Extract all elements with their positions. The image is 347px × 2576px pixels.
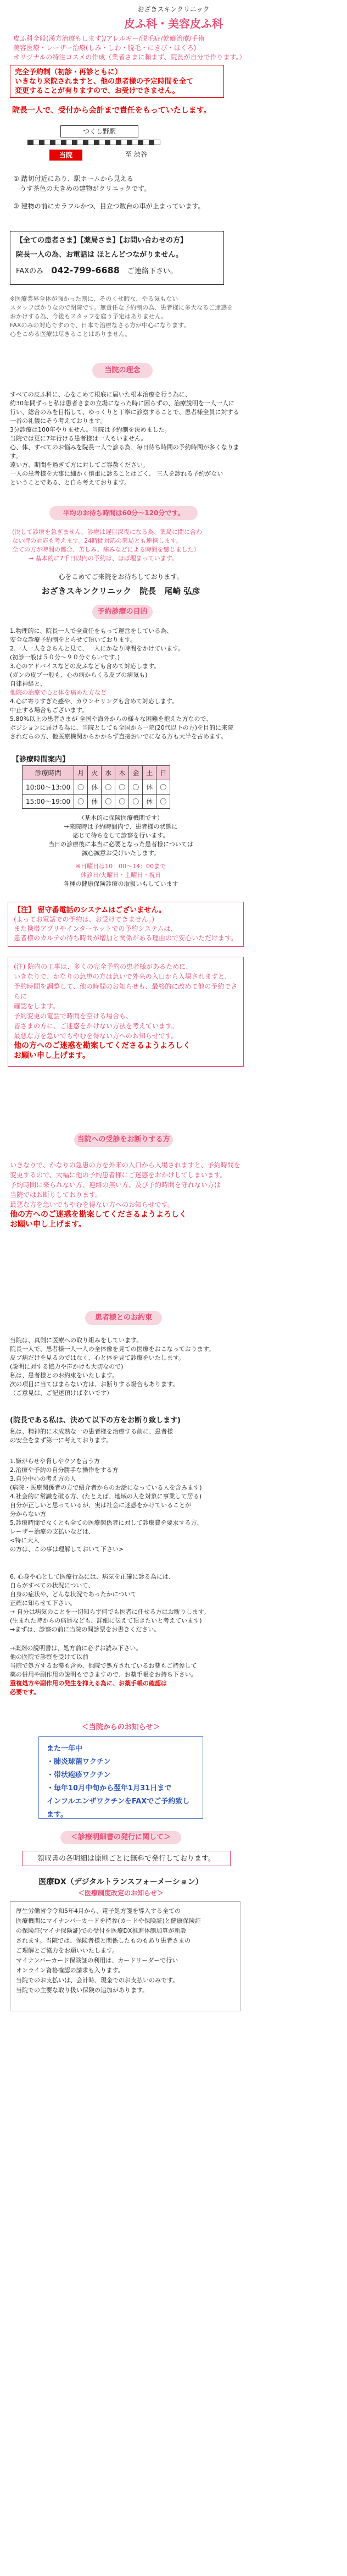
hours-header-cell: 診療時間 (23, 766, 74, 780)
numbered-intro-2: の安全をまず第一に考えております。 (10, 1437, 113, 1444)
num-6: 自分が正しいと思っているが、実は社会に迷惑をかけていることが (10, 1502, 191, 1509)
end-1: 6. 心身や心として医療行為には、病気を正確に診る為には、 (10, 1573, 175, 1580)
small-note-3: おかけする為、今後もスタッフを雇う予定はありません。 (10, 313, 167, 320)
phil-5: 3分診療は100年やりません。当院は予約制を決めました。 (10, 426, 171, 433)
hours-note-5: 誠心誠意お受けいたします。 (81, 850, 160, 857)
station-label: つくし野駅 (60, 125, 138, 137)
num-5: 4.社会的に常識を破る方、(たとえば、地域の人を対象に事業して居る) (10, 1493, 202, 1500)
philosophy-button[interactable]: 当院の理念 (92, 363, 153, 378)
direction-2: うす茶色の大きめの建物がクリニックです。 (20, 185, 151, 192)
late-7: 最悪な方を急いでもやむを得ない方へのお知らせです。 (14, 1032, 178, 1040)
res-6: (ガンの皮ブ一般も、心の病からくる皮ブの病気も) (10, 671, 148, 679)
late-8: 他の方へのご迷惑を勘案してくださるようよろしく (14, 1041, 191, 1050)
num-4: (病院・医療関係者の方で紹介者からのお話になっている人を含みます) (10, 1484, 202, 1491)
hours-cell: 〇 (74, 780, 88, 795)
signature: おざきスキンクリニック 院長 尾崎 弘彦 (41, 586, 200, 596)
late-1: (注) 院内の工事は、多くの完全予約の患者様があるために、 (14, 963, 193, 970)
hours-cell: 〇 (102, 780, 115, 795)
refusal-7: お願い申し上げます。 (10, 1220, 86, 1229)
dx-8: 当院でのお支払いは、会計時、現金でのお支払いのみです。 (16, 1977, 179, 1984)
hours-table (22, 765, 170, 809)
end-4: 正確に知らせて下さい。 (10, 1599, 76, 1607)
num-3: 3.自分中心の考え方の人 (10, 1475, 76, 1482)
map (27, 123, 170, 167)
hours-cell: 〇 (156, 795, 170, 809)
waiting-line-1: (決して診療を急ぎません。診療は遅目深夜になる為、薬局に間に合わ (12, 528, 202, 536)
vaccine-box (38, 1736, 203, 1819)
phil-6: 当院では更に7年行ける患者様は一人もいません。 (10, 435, 147, 442)
num-9: レーザー治療の支払いなどは、 (10, 1528, 94, 1535)
direction-3: ② 建物の前にカラフルかつ、目立つ数台の車が止まっています。 (13, 202, 205, 210)
late-2: いきなりで、かなりの急患の方は急いで外来の入口から入場されますと、 (14, 973, 231, 980)
hours-cell: 休 (143, 795, 156, 809)
small-note-2: スタッフばかりなので閉院です。無責任な予約制の為、患者様に多大なるご迷惑を (10, 304, 233, 311)
late-6: 皆さまの方に、ご迷惑をかけない方法を考えています。 (14, 1022, 178, 1030)
res-9: 4.心に寄りすぎた感や、カウンセリングも含めて対応します。 (10, 698, 178, 705)
hours-note-8: 各種の健康保険診療の取扱いもしています (63, 880, 178, 887)
res-7: 自律神経と、 (10, 680, 46, 687)
refusal-button[interactable]: 当院への受診をお断りする方 (74, 1133, 173, 1147)
hours-header-cell: 火 (88, 766, 102, 780)
contact-title: 【全ての患者さま】【薬局さま】【お問い合わせの方】 (16, 236, 188, 245)
num-7: 分からない方 (10, 1510, 46, 1518)
hours-notes (0, 814, 242, 889)
header-line-2: 美容医療・レーザー治療(しみ・しわ・脱毛・にきび・ほくろ) (13, 44, 197, 52)
refusal-6: 他の方へのご迷惑を勘案してくださるようよろしく (10, 1210, 187, 1219)
hours-note-1: （基本的に保険医療機関です） (79, 814, 163, 821)
promise-5: 私は、患者様とのお約束をいたします。 (10, 1372, 119, 1379)
refusal-5: 最悪な方を急いでもやむを得ない方へのお知らせです。 (10, 1201, 174, 1209)
notice-line-3: 変更することが有りますので、お受けできません。 (15, 87, 180, 95)
vaccine-3: ・帯状疱疹ワクチン (47, 1771, 111, 1779)
contact-line: 院長一人の為、お電話は ほとんどつながりません。 (16, 251, 183, 259)
hours-cell: 〇 (156, 780, 170, 795)
hours-cell: 10:00～13:00 (23, 780, 74, 795)
final-1: →薬剤の説明書は、処方前に必ずお読み下さい。 (10, 1645, 142, 1652)
phil-8: 遠い方、期間を過ぎて方に対してご容赦ください。 (10, 461, 149, 468)
final-3: 当院で処方するお薬も含め、他院で処方されているお薬もご持参して (10, 1662, 197, 1669)
hours-cell: 〇 (129, 795, 143, 809)
vaccine-5: インフルエンザワクチンをFAXでご予約致します。 (47, 1797, 190, 1819)
res-1: 1.物理的に、院長一人で全責任をもって運営をしている為、 (10, 627, 173, 635)
railway-track (27, 140, 160, 145)
refusal-body (0, 1160, 247, 1229)
hours-row (23, 780, 170, 795)
reservation-list (0, 627, 253, 741)
hours-cell: 休 (143, 780, 156, 795)
late-4: 確認をします。 (14, 1002, 60, 1010)
numbered-list (0, 1457, 253, 1554)
closing: 心をこめてご来院をお待ちしております。 (58, 573, 183, 581)
waiting-line-4: → 基本的に7千日以内の予約は、ほぼ埋まっています。 (29, 555, 178, 562)
res-8: 他院の治療で心と体を痛めた方など (10, 689, 107, 696)
waiting-line-2: ない時の対応も考えます。24時間対応の薬局とも連携します。 (12, 537, 182, 544)
promise-6: 次の項目に当てはまらない方は、お断りする場合もあります。 (10, 1381, 179, 1388)
num-8: 5.診療時間でなくとも全ての医療関係者に対して診療費を要求する方、 (10, 1519, 203, 1526)
numbered-title: (院長である私は、決めて以下の方をお断り致します) (10, 1416, 181, 1425)
dx-6: マイナンバーカード保険証の利用は、カードリーダーで行い (16, 1957, 178, 1964)
hours-title: 【診療時間案内】 (12, 755, 70, 764)
hours-cell: 〇 (115, 795, 129, 809)
direction-label: 至 渋谷 (125, 151, 147, 158)
promise-4: (説明に対する協力や声かけも大切なので) (10, 1363, 124, 1370)
hours-cell: 15:00～19:00 (23, 795, 74, 809)
promise-7: （ご意見は、ご記述頂けば幸いです） (10, 1389, 113, 1397)
phil-9: 一人の患者様を大事に細かく慎重に診ることはごく、 三人を診れる予約がない (10, 470, 223, 477)
hours-cell: 〇 (129, 780, 143, 795)
header (0, 4, 347, 31)
clinic-name-big: 皮ふ科・美容皮ふ科 (124, 17, 223, 30)
hours-cell: 休 (88, 780, 102, 795)
refusal-4: 当院ではお断りしております。 (10, 1191, 102, 1199)
hours-header-row (23, 766, 170, 780)
res-10: 中止する場合もございます。 (10, 707, 88, 714)
late-5: 予約変更の電話で時間を空ける場合も、 (14, 1012, 133, 1020)
numbered-intro-1: 私は、精神的に未成熟な一の患者様を治療する前に、患者様 (10, 1428, 173, 1435)
final-5: 重複処方や副作用の発生を抑える為に、お薬手帳の確認は (10, 1680, 167, 1687)
hours-cell: 〇 (115, 780, 129, 795)
reservation-notice-box (10, 65, 224, 98)
header-line-3: オリジナルの特注コスメの作成（業者さまに頼まず、院長が自分で作ります。） (13, 53, 246, 61)
final-2: 他の医院で診察を受けて以前 (10, 1653, 88, 1661)
promise-button[interactable]: 患者様とのお約束 (85, 1311, 162, 1325)
vaccine-1: また一年中 (47, 1745, 83, 1753)
hours-header-cell: 日 (156, 766, 170, 780)
fax-label: FAXのみ (16, 267, 44, 275)
direction-1: ① 踏切付近にあり、駅ホームから見える (13, 175, 133, 183)
hours-note-6: ※日曜日は10：00～14：00まで (75, 863, 166, 870)
vaccine-2: ・肺炎球菌ワクチン (47, 1758, 111, 1766)
hours-header-cell: 金 (129, 766, 143, 780)
small-notes (0, 295, 347, 339)
small-note-4: FAXのみの対応ですので、日本で治療なさる方が中心になります。 (10, 322, 190, 329)
hours-cell: 〇 (102, 795, 115, 809)
end-6: (生まれた時からの病歴なども、詳細に伝えて頂きたいと考えています) (10, 1617, 202, 1624)
hours-note-4: 当日の診療後に本当に必要となった患者様については (48, 841, 193, 848)
issue-body: 領収書の各明細は原則ごとに無料で発行しております。 (22, 1851, 231, 1866)
phil-7: 心、体、すべてのお悩みを院長一人で診る為、毎日待ち時間の予約時間が多くなります。 (10, 444, 239, 460)
notice-line-2: いきなり来院されますと、他の患者様の予定時間を全て (15, 78, 194, 86)
res-3: 2.一人一人をきちんと見て、一人にかなり時間をかけています。 (10, 645, 184, 652)
num-2: 2.治療や予約の自分勝手な操作をする方 (10, 1466, 119, 1474)
end-2: 自らがすべての状況について、 (10, 1582, 94, 1589)
final-notes (0, 1644, 253, 1697)
answering-line-1: (よってお電話での予約は、お受けできません。) (14, 915, 155, 923)
contact-box (10, 231, 224, 285)
hours-cell: 〇 (74, 795, 88, 809)
refusal-3: 予約時間に来られない方、連絡の無い方、及び予約時間を守れない方は (10, 1181, 221, 1189)
dx-3: の保険証(マイナ保険証)での受付を医療DX推進体制加算が新設 (16, 1927, 187, 1934)
num-10: <特に大人 (10, 1537, 40, 1544)
small-note-5: 心をこめる医療は尽きることはありません。 (10, 330, 131, 338)
promise-2: 院長一人で、患者様一人一人の全体像を見ての医療をおこなっております。 (10, 1345, 215, 1353)
refusal-2: 変更するので、大幅に他の予約患者様にご迷惑をおかけしてしまいます。 (10, 1171, 227, 1179)
promise-intro (0, 1336, 253, 1398)
announce-title: ＜当院からのお知らせ＞ (81, 1723, 160, 1731)
phil-4: 一番の礼儀にそう考えております。 (10, 417, 107, 424)
dx-2: 医療機関にマイナンバーカードを持参(カードや保険証)と健康保険証 (16, 1917, 201, 1924)
res-11: 5.80%以上の患者さまが 全国や海外からの様々な困難を抱えた方なので、 (10, 715, 212, 722)
issue-title: ＜診療明細書の発行に関して＞ (60, 1831, 181, 1844)
dx-title: 医療DX（デジタルトランスフォーメーション） (38, 1878, 203, 1887)
small-note-1: ※医療業界全体が強かった割に、そのくせ暇な、やる気もない (10, 295, 178, 302)
end-5: → 自分は病気のことを一切知らず何でも医者に任せる方はお断りします。 (10, 1608, 210, 1615)
hours-header-cell: 土 (143, 766, 156, 780)
res-5: 3.心のアドバイスなどの皮ふなども含めて対応します。 (10, 663, 160, 670)
dx-body (10, 1901, 240, 2011)
dx-9: 当院での主要な取り扱い保険の追加があります。 (16, 1987, 149, 1994)
hours-note-7: 休診日/火曜日・土曜日・祝日 (80, 871, 161, 879)
waiting-banner: 平均のお待ち時間は60分～120分です。 (49, 506, 198, 520)
dx-subtitle: ＜医療制度改定のお知らせ＞ (78, 1889, 164, 1897)
dx-5: ご理解とご協力をお願いいたします。 (16, 1947, 119, 1954)
res-4: (初診一般は５０分～９０分ぐらいです。) (10, 654, 120, 661)
fax-row (16, 264, 218, 278)
late-notice (8, 957, 244, 1067)
num-1: 1.嫌がらせや脅しやウソを言う方 (10, 1458, 100, 1465)
vaccine-4: ・毎年10月中旬から翌年1月31日まで (47, 1784, 172, 1792)
hours-note-3: 応じて待ちをして診察を行います。 (72, 832, 169, 839)
payment-notice: 院長一人で、受付から会計まで責任をもっていたします。 (12, 106, 211, 115)
promise-3: 皮ブ病だけを見るのではなく、心と体を見て診療をいたします。 (10, 1354, 184, 1361)
answering-notice (8, 902, 244, 947)
waiting-body (0, 528, 347, 563)
notice-line-1: 完全予約制（初診・再診ともに） (15, 68, 122, 76)
late-9: お願い申し上げます。 (14, 1051, 90, 1060)
answering-line-2: また携帯アプリやインターネットでの予約システムは、 (14, 925, 177, 933)
hours-cell: 休 (88, 795, 102, 809)
reservation-purpose-title: 予約診療の目的 (92, 605, 153, 619)
num-11: の方は、この事は理解しておいて下さい> (10, 1546, 124, 1553)
final-4: 薬の併用や副作用の説明もできますので、お薬手帳をお持ち下さい。 (10, 1671, 197, 1678)
dx-1: 厚生労働省令令和5年4月から、電子処方箋を導入する全ての (16, 1907, 181, 1915)
res-2: 安全な診療予約制をとらせて頂いております。 (10, 636, 136, 643)
numbered-intro (0, 1427, 253, 1445)
phil-2: 約30年間ずっと私は患者さまの立場になった時に困らずの、治療説明を一人一人に (10, 400, 234, 407)
clinic-marker: 当院 (49, 150, 82, 161)
phil-10: ということである、と自ら考えております。 (10, 479, 131, 486)
header-lines (0, 34, 347, 62)
numbered-end (0, 1573, 253, 1634)
phil-3: 行い、総合のみを目指して、ゆっくりと丁寧に診察することで、患者様全員に対する (10, 409, 239, 416)
philosophy-body (0, 390, 242, 487)
res-13: されだらの方、他医療機関からかからず直接おいでになる方も大半を占めます。 (10, 733, 227, 740)
late-3: 予約時間を調整して、他の時間のお知らせも、最終的に改めて他の予約でさらに (14, 983, 238, 1000)
clinic-name-small: おざきスキンクリニック (137, 5, 210, 13)
answering-title: 【注】 留守番電話のシステムはございません。 (14, 906, 166, 914)
phil-1: すべての皮ふ科に、心をこめて根底に届いた根本治療を行う為に、 (10, 391, 191, 398)
dx-4: されます。当院では、保険者様と関係したものもあり患者さまの (16, 1937, 191, 1944)
header-line-1: 皮ふ科全般(漢方治療もします)/アレルギー/脱毛症/乾癬治療/手術 (13, 35, 205, 42)
promise-1: 当院は、真剣に医療への取り組みをしています。 (10, 1337, 143, 1344)
res-12: ポジションに届ける為に、当院としても全国から一院(20代以下の方)を目的に来院 (10, 724, 234, 731)
hours-table-wrap (22, 765, 170, 809)
hours-header-cell: 木 (115, 766, 129, 780)
fax-suffix: ご連絡下さい。 (127, 267, 177, 275)
end-7: →まずは、診察の前に当院の問診票をお書きください。 (10, 1626, 160, 1633)
answering-line-3: 患者様のカルテの待ち時間が増加と関係がある理由ので安心いただけます。 (14, 934, 238, 942)
waiting-line-3: 全ての方が時間の都合、苦しみ、痛みなどによる時間を感じました） (12, 546, 200, 553)
end-3: 自身の症状や、どんな状況であったかについて (10, 1591, 137, 1598)
hours-row (23, 795, 170, 809)
hours-note-2: →来院時は予約時間内で、患者様の状態に (64, 823, 178, 830)
final-6: 必要です。 (10, 1689, 40, 1696)
hours-header-cell: 月 (74, 766, 88, 780)
directions (0, 174, 347, 211)
dx-7: オンライン資格確認の請求も入ります。 (16, 1967, 124, 1974)
refusal-1: いきなりで、かなりの急患の方を外来の入口から入場されますと、予約時間を (10, 1161, 240, 1169)
fax-number: 042-799-6688 (51, 265, 120, 275)
hours-header-cell: 水 (102, 766, 115, 780)
